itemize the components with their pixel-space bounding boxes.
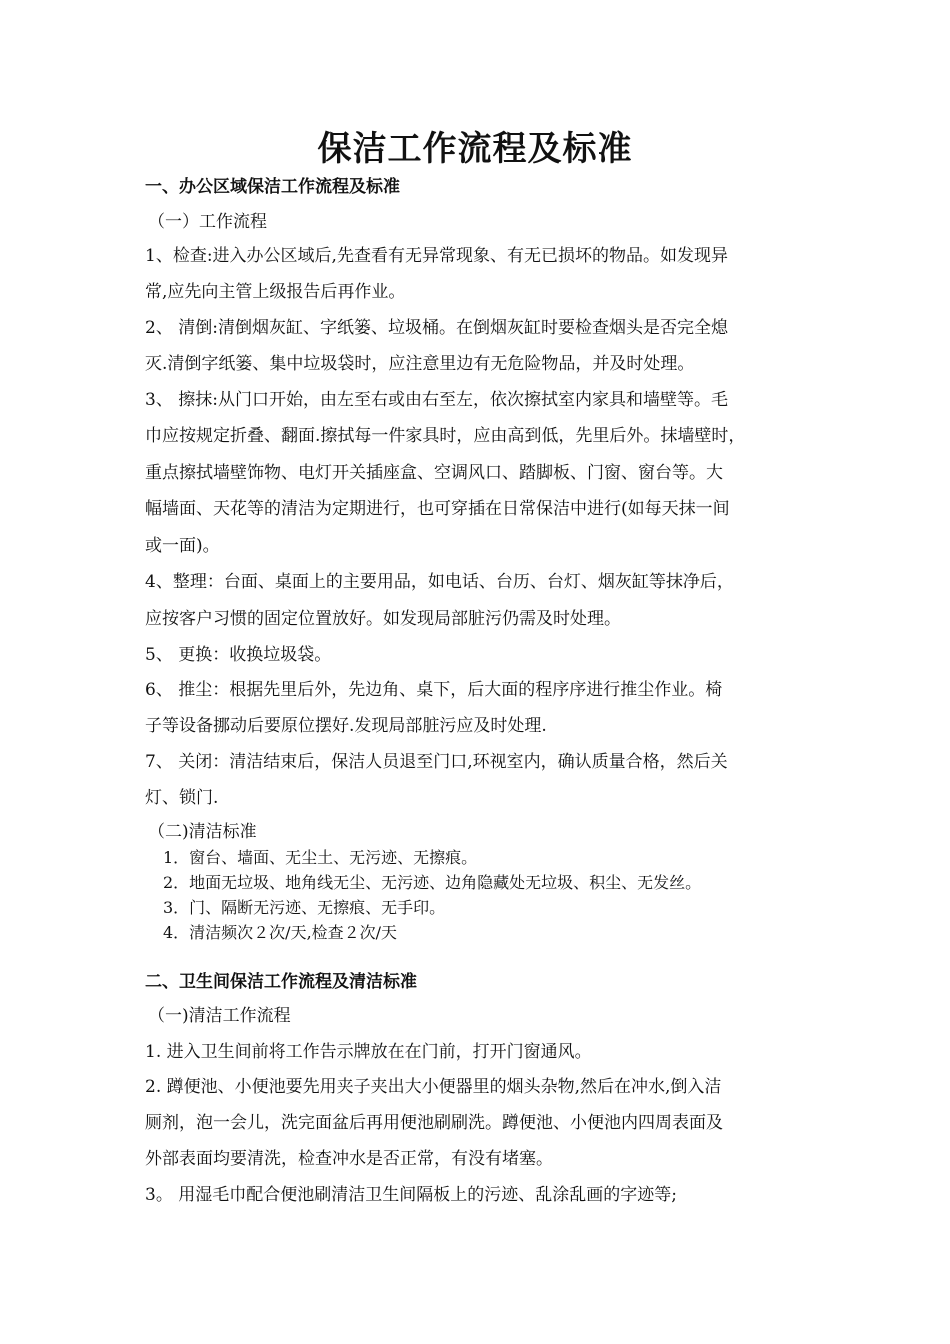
section2-line: 厕剂，泡一会儿，洗完面盆后再用便池刷刷洗。蹲便池、小便池内四周表面及: [145, 1113, 723, 1133]
section1-line: 2、 清倒:清倒烟灰缸、字纸篓、垃圾桶。在倒烟灰缸时要检查烟头是否完全熄: [145, 318, 728, 338]
section1-line: 7、 关闭：清洁结束后，保洁人员退至门口,环视室内，确认质量合格，然后关: [145, 752, 728, 772]
section2-heading: 二、卫生间保洁工作流程及清洁标准: [145, 972, 417, 992]
section2-line: 3。 用湿毛巾配合便池刷清洁卫生间隔板上的污迹、乱涂乱画的字迹等;: [145, 1185, 677, 1205]
section1-line: 6、 推尘：根据先里后外，先边角、桌下，后大面的程序序进行推尘作业。椅: [145, 680, 723, 700]
section1-line: 常,应先向主管上级报告后再作业。: [145, 282, 406, 302]
section1-line: 3、 擦抹:从门口开始，由左至右或由右至左，依次擦拭室内家具和墙壁等。毛: [145, 390, 728, 410]
section1-line: 灭.清倒字纸篓、集中垃圾袋时，应注意里边有无危险物品，并及时处理。: [145, 354, 695, 374]
section1-line: 4、整理：台面、桌面上的主要用品，如电话、台历、台灯、烟灰缸等抹净后，: [145, 572, 734, 592]
section1-line: 5、 更换：收换垃圾袋。: [145, 645, 332, 665]
section1-line: 巾应按规定折叠、翻面.擦拭每一件家具时，应由高到低，先里后外。抹墙壁时，: [145, 426, 746, 446]
section2-line: 2. 蹲便池、小便池要先用夹子夹出大小便器里的烟头杂物,然后在冲水,倒入洁: [145, 1077, 722, 1097]
standard-item: 3．门、隔断无污迹、无擦痕、无手印。: [163, 898, 446, 917]
standard-item: 4．清洁频次２次/天,检查２次/天: [163, 923, 398, 942]
section1-line: 或一面)。: [145, 536, 220, 556]
standard-item: 2．地面无垃圾、地角线无尘、无污迹、边角隐藏处无垃圾、积尘、无发丝。: [163, 873, 702, 892]
section2-subheading-process: （一)清洁工作流程: [148, 1006, 291, 1026]
section1-line: 应按客户习惯的固定位置放好。如发现局部脏污仍需及时处理。: [145, 609, 621, 629]
section1-heading: 一、办公区域保洁工作流程及标准: [145, 177, 400, 197]
section1-subheading-standards: （二)清洁标准: [148, 822, 257, 842]
section2-line: 1. 进入卫生间前将工作告示牌放在在门前，打开门窗通风。: [145, 1042, 592, 1062]
section1-subheading-process: （一）工作流程: [148, 212, 267, 232]
section1-line: 子等设备挪动后要原位摆好.发现局部脏污应及时处理.: [145, 716, 547, 736]
section2-line: 外部表面均要清洗，检查冲水是否正常，有没有堵塞。: [145, 1149, 553, 1169]
section1-line: 幅墙面、天花等的清洁为定期进行，也可穿插在日常保洁中进行(如每天抹一间: [145, 499, 730, 519]
section1-line: 重点擦拭墙壁饰物、电灯开关插座盒、空调风口、踏脚板、门窗、窗台等。大: [145, 463, 723, 483]
document-title: 保洁工作流程及标准: [317, 129, 633, 169]
section1-line: 灯、锁门.: [145, 788, 219, 808]
standard-item: 1．窗台、墙面、无尘土、无污迹、无擦痕。: [163, 848, 478, 867]
section1-line: 1、检查:进入办公区域后,先查看有无异常现象、有无已损坏的物品。如发现异: [145, 246, 728, 266]
